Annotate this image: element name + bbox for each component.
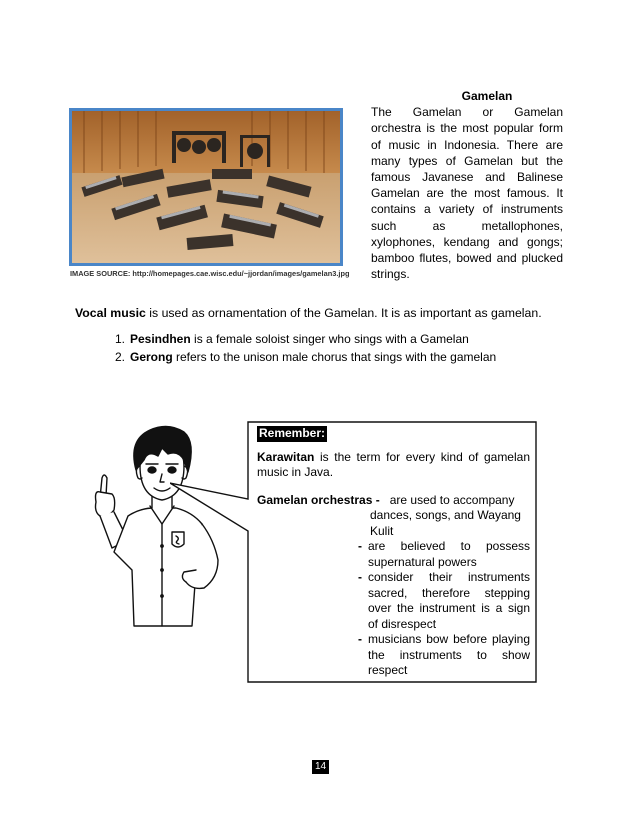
gamelan-description xyxy=(371,88,563,282)
orchestra-fact-item xyxy=(257,632,530,679)
orchestra-fact-item xyxy=(257,570,530,632)
vocal-types-list xyxy=(115,330,496,366)
remember-title: Remember: xyxy=(259,426,326,440)
page-number: 14 xyxy=(312,760,329,774)
vocal-music-term: Vocal music xyxy=(75,306,146,320)
orchestras-first-line xyxy=(257,493,530,509)
list-text: refers to the unison male chorus that sings with the gamelan xyxy=(172,350,497,364)
bullet-dash: - xyxy=(358,632,362,646)
bullet-text: musicians bow before playing the instruments to show respect xyxy=(368,632,530,677)
vocal-music-paragraph xyxy=(75,305,565,321)
list-item xyxy=(115,330,496,348)
image-source-caption: IMAGE SOURCE: http://homepages.cae.wisc.edu/~jjordan/images/gamelan3.jpg xyxy=(70,269,350,278)
list-text: is a female soloist singer who sings with a Gamelan xyxy=(190,332,469,346)
orchestras-continuation: dances, songs, and Wayang Kulit xyxy=(370,508,521,538)
orchestras-first-text: are used to accompany xyxy=(389,492,515,507)
karawitan-paragraph xyxy=(257,450,530,481)
bullet-dash: - xyxy=(358,539,362,553)
list-term: Pesindhen xyxy=(130,332,191,346)
list-number: 2. xyxy=(115,350,126,364)
orchestras-term: Gamelan orchestras - xyxy=(257,492,380,507)
gamelan-title: Gamelan xyxy=(461,89,513,103)
list-number: 1. xyxy=(115,332,126,346)
karawitan-term: Karawitan xyxy=(257,449,315,464)
list-term: Gerong xyxy=(130,350,173,364)
gamelan-photo-illustration xyxy=(72,111,340,263)
orchestra-fact-item xyxy=(257,539,530,570)
vocal-music-text: is used as ornamentation of the Gamelan. It is as important as gamelan. xyxy=(145,306,542,320)
bullet-dash: - xyxy=(358,570,362,584)
bullet-text: consider their instruments sacred, therefore stepping over the instrument is a sign of disrespect xyxy=(368,570,530,631)
remember-box xyxy=(257,426,530,679)
list-item xyxy=(115,348,496,366)
bullet-text: are believed to possess supernatural powers xyxy=(368,539,530,569)
gamelan-photo xyxy=(69,108,343,266)
gamelan-text: The Gamelan or Gamelan orchestra is the most popular form of music in Indonesia. There are many types of Gamelan but the famous Javanese and Balinese Gamelan are the most famous. It contains a variety of instruments such as metallophones, xylophones, kendang and gongs; bamboo flutes, bowed and plucked strings. xyxy=(371,105,563,282)
karawitan-text: is the term for every kind of gamelan music in Java. xyxy=(257,449,530,479)
